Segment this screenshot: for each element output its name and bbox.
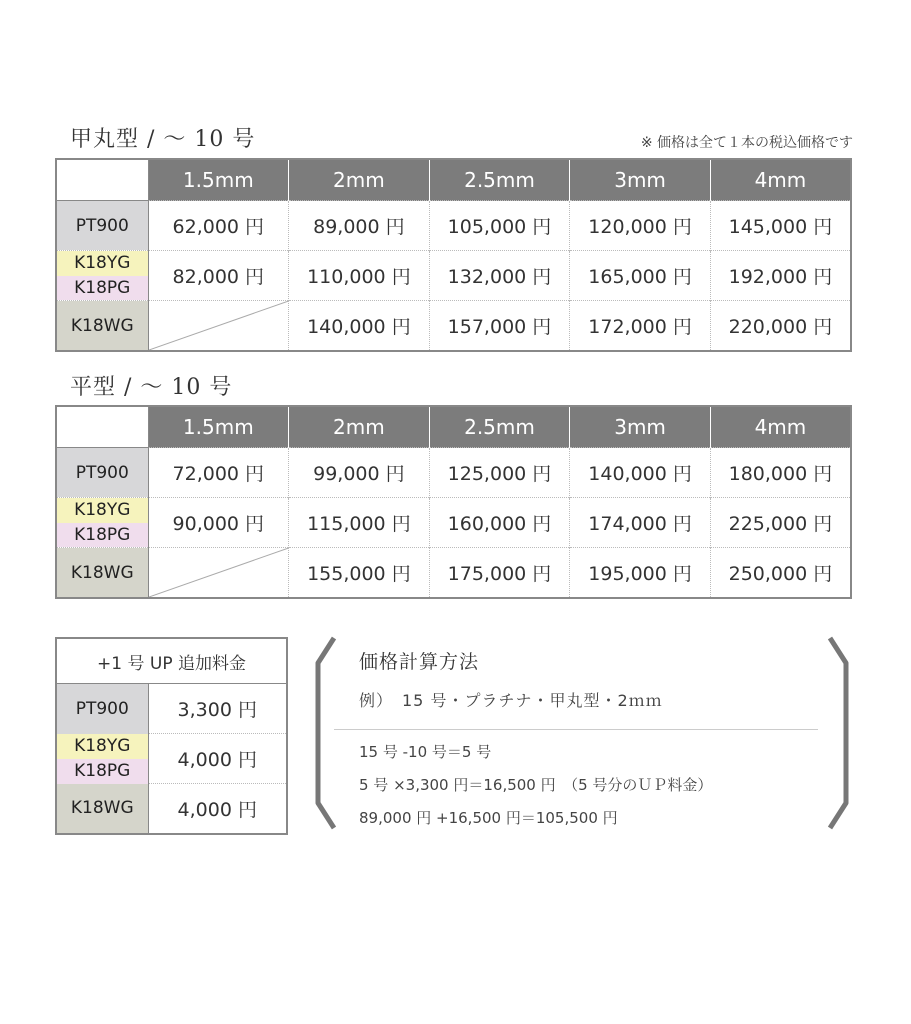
table-row bbox=[56, 251, 851, 301]
metal-label-k18wg bbox=[56, 548, 148, 599]
price-cell: 105,000 円 bbox=[429, 201, 570, 251]
table-row bbox=[56, 301, 851, 352]
calculation-step: 5 号 ×3,300 円＝16,500 円 （5 号分のＵＰ料金） bbox=[359, 776, 713, 794]
metal-name: K18WG bbox=[57, 784, 148, 834]
width-header: 4mm bbox=[710, 159, 851, 201]
divider bbox=[334, 729, 818, 730]
price-table-hira bbox=[55, 405, 852, 599]
size-up-fee-title: +1 号 UP 追加料金 bbox=[56, 638, 287, 684]
width-header: 2.5mm bbox=[429, 406, 570, 448]
metal-name: K18YG bbox=[57, 498, 148, 523]
metal-name: PT900 bbox=[57, 201, 148, 250]
price-cell: 192,000 円 bbox=[710, 251, 851, 301]
section-title-kouma: 甲丸型 / 〜 10 号 bbox=[70, 127, 256, 152]
width-header: 2mm bbox=[289, 406, 430, 448]
price-cell: 157,000 円 bbox=[429, 301, 570, 352]
metal-label-k18wg bbox=[56, 784, 148, 835]
price-calculation-box bbox=[312, 635, 852, 831]
metal-label-pt900 bbox=[56, 684, 148, 734]
price-cell: 115,000 円 bbox=[289, 498, 430, 548]
metal-name: K18YG bbox=[57, 251, 148, 276]
tax-note: ※ 価格は全て１本の税込価格です bbox=[640, 135, 853, 151]
size-up-fee-table bbox=[55, 637, 288, 835]
metal-name: K18PG bbox=[57, 523, 148, 548]
table-header-row bbox=[56, 406, 851, 448]
price-cell: 110,000 円 bbox=[289, 251, 430, 301]
table-row bbox=[56, 684, 287, 734]
metal-name: K18WG bbox=[57, 301, 148, 350]
price-cell: 220,000 円 bbox=[710, 301, 851, 352]
width-header: 2.5mm bbox=[429, 159, 570, 201]
width-header: 4mm bbox=[710, 406, 851, 448]
section-title-hira: 平型 / 〜 10 号 bbox=[70, 375, 233, 400]
table-row bbox=[56, 734, 287, 784]
price-cell: 72,000 円 bbox=[148, 448, 289, 498]
price-cell: 145,000 円 bbox=[710, 201, 851, 251]
table-row bbox=[56, 784, 287, 835]
metal-label-pt900 bbox=[56, 448, 148, 498]
width-header: 3mm bbox=[570, 159, 711, 201]
width-header: 3mm bbox=[570, 406, 711, 448]
metal-name: K18PG bbox=[57, 276, 148, 301]
metal-label-k18wg bbox=[56, 301, 148, 352]
price-cell: 90,000 円 bbox=[148, 498, 289, 548]
calculation-example: 例） 15 号・プラチナ・甲丸型・2ｍｍ bbox=[359, 691, 663, 710]
calculation-title: 価格計算方法 bbox=[359, 651, 480, 673]
price-cell: 140,000 円 bbox=[570, 448, 711, 498]
metal-label-k18yg-pg bbox=[56, 251, 148, 301]
metal-label-k18yg-pg bbox=[56, 498, 148, 548]
metal-name: K18WG bbox=[57, 548, 148, 597]
metal-name: PT900 bbox=[57, 684, 148, 734]
table-corner bbox=[56, 406, 148, 448]
calculation-step: 89,000 円 +16,500 円＝105,500 円 bbox=[359, 809, 618, 827]
price-cell: 125,000 円 bbox=[429, 448, 570, 498]
price-cell: 225,000 円 bbox=[710, 498, 851, 548]
price-cell: 99,000 円 bbox=[289, 448, 430, 498]
width-header: 1.5mm bbox=[148, 406, 289, 448]
price-cell: 120,000 円 bbox=[570, 201, 711, 251]
table-row bbox=[56, 201, 851, 251]
fee-cell: 3,300 円 bbox=[148, 684, 287, 734]
table-row bbox=[56, 498, 851, 548]
width-header: 2mm bbox=[289, 159, 430, 201]
price-cell: 165,000 円 bbox=[570, 251, 711, 301]
price-cell: 89,000 円 bbox=[289, 201, 430, 251]
not-available-cell bbox=[148, 301, 289, 352]
fee-cell: 4,000 円 bbox=[148, 734, 287, 784]
metal-label-k18yg-pg bbox=[56, 734, 148, 784]
price-cell: 132,000 円 bbox=[429, 251, 570, 301]
metal-label-pt900 bbox=[56, 201, 148, 251]
table-header-row bbox=[56, 159, 851, 201]
metal-name: K18PG bbox=[57, 759, 148, 784]
table-row bbox=[56, 548, 851, 599]
price-cell: 174,000 円 bbox=[570, 498, 711, 548]
price-cell: 180,000 円 bbox=[710, 448, 851, 498]
price-table-kouma bbox=[55, 158, 852, 352]
calculation-step: 15 号 -10 号＝5 号 bbox=[359, 743, 492, 761]
width-header: 1.5mm bbox=[148, 159, 289, 201]
price-cell: 172,000 円 bbox=[570, 301, 711, 352]
price-cell: 155,000 円 bbox=[289, 548, 430, 599]
table-header-row bbox=[56, 638, 287, 684]
table-corner bbox=[56, 159, 148, 201]
price-cell: 160,000 円 bbox=[429, 498, 570, 548]
not-available-cell bbox=[148, 548, 289, 599]
price-cell: 175,000 円 bbox=[429, 548, 570, 599]
diagonal-slash bbox=[149, 301, 289, 350]
price-cell: 250,000 円 bbox=[710, 548, 851, 599]
price-cell: 140,000 円 bbox=[289, 301, 430, 352]
price-cell: 62,000 円 bbox=[148, 201, 289, 251]
price-cell: 82,000 円 bbox=[148, 251, 289, 301]
diagonal-slash bbox=[149, 548, 289, 597]
fee-cell: 4,000 円 bbox=[148, 784, 287, 835]
metal-name: PT900 bbox=[57, 448, 148, 497]
price-cell: 195,000 円 bbox=[570, 548, 711, 599]
metal-name: K18YG bbox=[57, 734, 148, 759]
table-row bbox=[56, 448, 851, 498]
